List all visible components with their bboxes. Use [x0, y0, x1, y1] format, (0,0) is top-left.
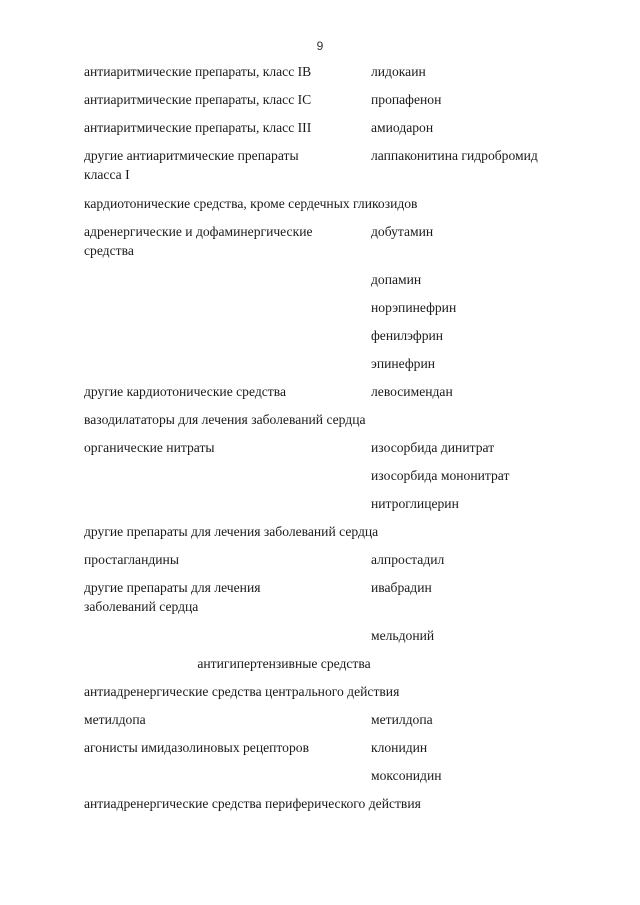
- drug-group-label: антиаритмические препараты, класс III: [84, 120, 312, 135]
- section-heading: вазодилататоры для лечения заболеваний сердца: [84, 412, 366, 427]
- drug-group-label: простагландины: [84, 552, 179, 567]
- drug-group-label: агонисты имидазолиновых рецепторов: [84, 740, 309, 755]
- drug-name: изосорбида динитрат: [371, 440, 495, 455]
- drug-name: мельдоний: [371, 628, 435, 643]
- drug-name: эпинефрин: [371, 356, 436, 371]
- drug-group-label: антиаритмические препараты, класс IC: [84, 92, 312, 107]
- section-heading: кардиотонические средства, кроме сердечных гликозидов: [84, 196, 418, 211]
- drug-name: моксонидин: [371, 768, 442, 783]
- drug-name: нитроглицерин: [371, 496, 459, 511]
- drug-name: норэпинефрин: [371, 300, 457, 315]
- drug-group-label: метилдопа: [84, 712, 146, 727]
- section-heading: антигипертензивные средства: [197, 656, 371, 671]
- drug-name: допамин: [371, 272, 422, 287]
- drug-group-label: антиаритмические препараты, класс IB: [84, 64, 312, 79]
- drug-group-label: органические нитраты: [84, 440, 215, 455]
- section-heading: антиадренергические средства периферического действия: [84, 796, 421, 811]
- drug-name: левосимендан: [371, 384, 453, 399]
- section-heading: антиадренергические средства центрального действия: [84, 684, 400, 699]
- drug-name: фенилэфрин: [371, 328, 444, 343]
- drug-name: лаппаконитина гидробромид: [371, 148, 538, 163]
- drug-name: добутамин: [371, 224, 434, 239]
- drug-name: амиодарон: [371, 120, 434, 135]
- drug-name: метилдопа: [371, 712, 433, 727]
- page-number: 9: [316, 39, 324, 53]
- drug-name: алпростадил: [371, 552, 445, 567]
- drug-name: изосорбида мононитрат: [371, 468, 510, 483]
- drug-name: лидокаин: [371, 64, 426, 79]
- drug-group-label: другие антиаритмические препараты класса I: [84, 148, 299, 182]
- drug-name: пропафенон: [371, 92, 442, 107]
- drug-group-label: адренергические и дофаминергические средства: [84, 224, 313, 258]
- section-heading: другие препараты для лечения заболеваний сердца: [84, 524, 379, 539]
- drug-group-label: другие препараты для лечения заболеваний сердца: [84, 580, 261, 614]
- drug-name: ивабрадин: [371, 580, 432, 595]
- drug-group-label: другие кардиотонические средства: [84, 384, 286, 399]
- drug-name: клонидин: [371, 740, 428, 755]
